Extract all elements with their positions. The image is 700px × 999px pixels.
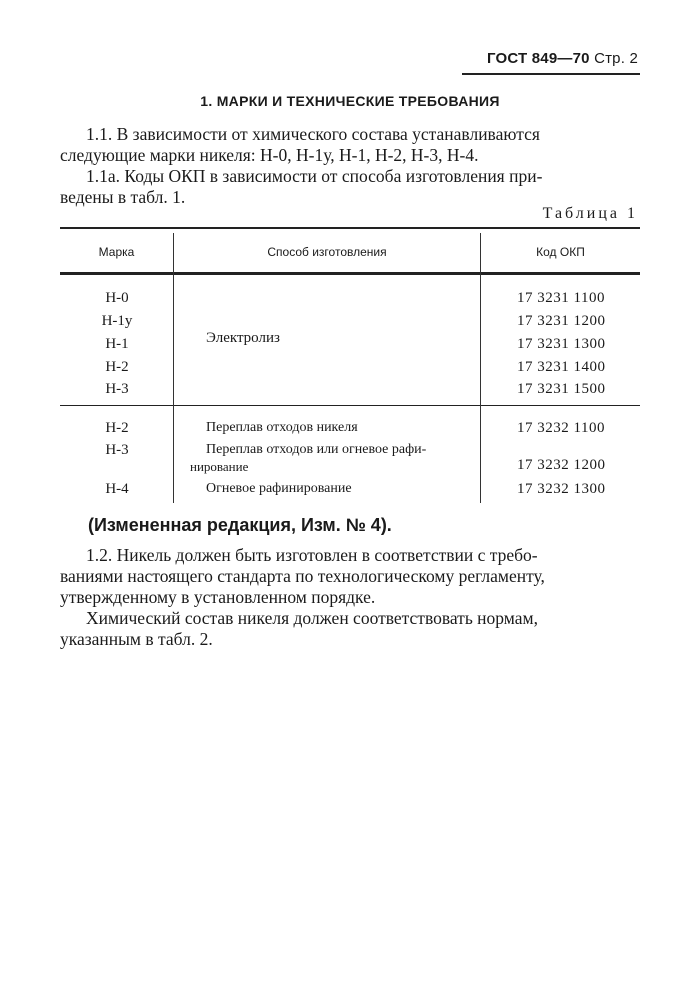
table-cell-method-line2: нирование	[190, 459, 249, 474]
table-cell-code: 17 3231 1500	[517, 381, 606, 397]
header-grade: Марка	[98, 245, 135, 259]
header-rule	[462, 73, 640, 75]
para-1-1a-line1: 1.1а. Коды ОКП в зависимости от способа изготовления при-	[86, 166, 543, 186]
table-cell-grade: Н-3	[105, 442, 129, 458]
table-cell-code: 17 3232 1100	[517, 420, 605, 436]
para-1-1a-line2: ведены в табл. 1.	[60, 187, 186, 207]
table-cell-code: 17 3231 1200	[517, 313, 606, 329]
para-chem-line1: Химический состав никеля должен соответствовать нормам,	[86, 608, 538, 628]
para-1-1-line2: следующие марки никеля: Н-0, Н-1у, Н-1, Н-2, Н-3, Н-4.	[60, 145, 479, 165]
header-method: Способ изготовления	[267, 245, 387, 259]
table-cell-code: 17 3231 1100	[517, 290, 605, 306]
table-cell-method-line1: Переплав отходов или огневое рафи-	[206, 442, 427, 457]
table-cell-grade: Н-0	[105, 290, 129, 306]
para-1-1-line1: 1.1. В зависимости от химического состава устанавливаются	[86, 124, 540, 144]
table-group-divider	[60, 405, 640, 406]
page-number: Стр. 2	[594, 50, 638, 67]
standard-number: ГОСТ 849—70	[487, 50, 590, 67]
table-cell-code: 17 3231 1300	[517, 336, 606, 352]
table-top-rule	[60, 227, 640, 229]
table-cell-code: 17 3232 1200	[517, 457, 606, 473]
table-cell-method: Электролиз	[206, 330, 280, 346]
table-caption: Таблица 1	[542, 205, 638, 222]
para-1-2-line3: утвержденному в установленном порядке.	[60, 587, 376, 607]
table-cell-code: 17 3231 1400	[517, 359, 606, 375]
header-code: Код ОКП	[536, 245, 585, 259]
changed-edition-note: (Измененная редакция, Изм. № 4).	[88, 515, 392, 535]
table-column-divider-2	[480, 233, 481, 503]
table-cell-code: 17 3232 1300	[517, 481, 606, 497]
para-1-2-line1: 1.2. Никель должен быть изготовлен в соответствии с требо-	[86, 545, 538, 565]
table-cell-grade: Н-1у	[101, 313, 133, 329]
section-title: 1. МАРКИ И ТЕХНИЧЕСКИЕ ТРЕБОВАНИЯ	[200, 93, 500, 109]
table-cell-method: Переплав отходов никеля	[206, 420, 358, 435]
table-cell-grade: Н-1	[105, 336, 129, 352]
table-cell-grade: Н-2	[105, 359, 129, 375]
table-cell-grade: Н-3	[105, 381, 129, 397]
table-cell-grade: Н-4	[105, 481, 129, 497]
table-cell-grade: Н-2	[105, 420, 129, 436]
para-chem-line2: указанным в табл. 2.	[60, 629, 213, 649]
page-header	[487, 50, 638, 67]
table-header-rule	[60, 272, 640, 275]
para-1-2-line2: ваниями настоящего стандарта по технологическому регламенту,	[60, 566, 545, 586]
table-cell-method: Огневое рафинирование	[206, 481, 352, 496]
table-column-divider-1	[173, 233, 174, 503]
